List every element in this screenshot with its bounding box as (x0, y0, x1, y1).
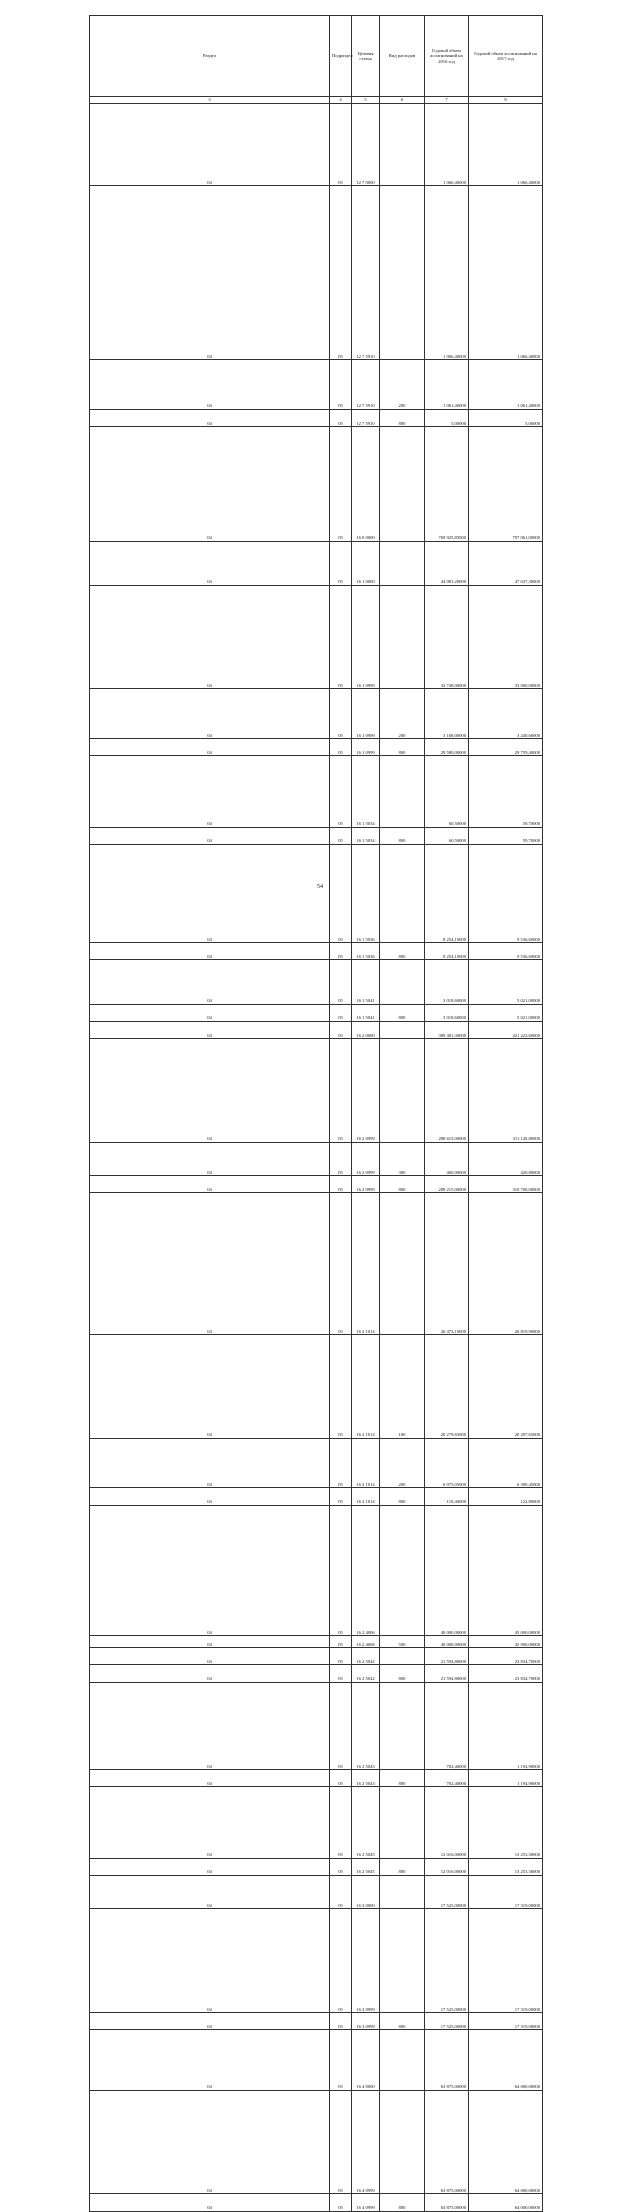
table-body (90, 97, 617, 2212)
row-cel-cell: 16 2 4006 (352, 1636, 380, 1648)
row-vid-cell: 800 (380, 1176, 425, 1193)
row-razdel-cell: 04 (90, 2030, 330, 2090)
row-razdel-cell: 04 (90, 186, 330, 360)
row-2016-cell: 20 279,65000 (425, 1335, 469, 1439)
row-2017-cell: 47 637,30000 (469, 541, 543, 585)
row-vid-cell: 800 (380, 827, 425, 844)
row-razdel-cell: 04 (90, 2090, 330, 2194)
row-cel-cell: 16 1 0999 (352, 585, 380, 689)
row-razdel-cell: 04 (90, 844, 330, 942)
row-vid-cell: 300 (380, 1142, 425, 1175)
row-podrazdel-cell: 05 (330, 739, 352, 756)
table-row (90, 1488, 617, 1505)
row-2016-cell: 44 081,20000 (425, 541, 469, 585)
table-row (90, 1335, 617, 1439)
row-2017-cell: 6 390,45000 (469, 1438, 543, 1488)
table-row (90, 1039, 617, 1143)
row-2017-cell: 1 066,40000 (469, 186, 543, 360)
row-razdel-cell: 04 (90, 1858, 330, 1875)
row-2017-cell: 23 834,70000 (469, 1665, 543, 1682)
row-2017-cell: 9 536,60000 (469, 844, 543, 942)
row-2016-cell: 389 401,30000 (425, 1021, 469, 1038)
row-2016-cell: 400,00000 (425, 1142, 469, 1175)
row-cel-cell: 16 2 5043 (352, 1770, 380, 1787)
row-razdel-cell: 04 (90, 585, 330, 689)
row-cel-cell: 16 1 5041 (352, 960, 380, 1004)
row-razdel-cell: 04 (90, 409, 330, 426)
row-razdel-cell: 04 (90, 2012, 330, 2029)
row-vid-cell: 800 (380, 1488, 425, 1505)
row-vid-cell: 800 (380, 1770, 425, 1787)
row-cel-cell: 16 2 4006 (352, 1505, 380, 1636)
row-2017-cell: 17 319,00000 (469, 1875, 543, 1908)
row-cel-cell: 16 2 0000 (352, 1021, 380, 1038)
row-podrazdel-cell: 05 (330, 2012, 352, 2029)
row-podrazdel-cell: 05 (330, 844, 352, 942)
row-razdel-cell: 04 (90, 104, 330, 186)
page-number: 54 (317, 884, 323, 890)
row-2016-cell: 60,50000 (425, 827, 469, 844)
header-2016: Годовой объем ассигнований на 2016 год (425, 16, 469, 97)
row-cel-cell: 16 4 0999 (352, 2194, 380, 2211)
row-razdel-cell: 04 (90, 960, 330, 1004)
index-cell: 7 (425, 97, 469, 104)
row-razdel-cell: 04 (90, 1665, 330, 1682)
row-2016-cell: 1 061,40000 (425, 360, 469, 410)
row-podrazdel-cell: 05 (330, 2090, 352, 2194)
row-vid-cell (380, 1875, 425, 1908)
row-vid-cell (380, 2090, 425, 2194)
row-podrazdel-cell: 05 (330, 1193, 352, 1335)
row-cel-cell: 16 1 5034 (352, 827, 380, 844)
row-2017-cell: 1 061,40000 (469, 360, 543, 410)
row-vid-cell (380, 1193, 425, 1335)
row-2016-cell: 26 473,10000 (425, 1193, 469, 1335)
table-row (90, 1665, 617, 1682)
row-cel-cell: 16 4 0999 (352, 2090, 380, 2194)
row-razdel-cell: 04 (90, 739, 330, 756)
row-razdel-cell: 04 (90, 1875, 330, 1908)
row-vid-cell (380, 541, 425, 585)
row-2017-cell: 797 061,00000 (469, 426, 543, 541)
row-2016-cell: 29 580,00000 (425, 739, 469, 756)
table-row (90, 1505, 617, 1636)
row-2016-cell: 60,50000 (425, 756, 469, 827)
row-vid-cell: 800 (380, 2194, 425, 2211)
row-podrazdel-cell: 05 (330, 1505, 352, 1636)
row-podrazdel-cell: 05 (330, 2030, 352, 2090)
row-2016-cell: 17 525,00000 (425, 1875, 469, 1908)
row-razdel-cell: 04 (90, 943, 330, 960)
row-podrazdel-cell: 05 (330, 1665, 352, 1682)
row-razdel-cell: 04 (90, 1488, 330, 1505)
header-vid: Вид расходов (380, 16, 425, 97)
row-vid-cell: 800 (380, 1004, 425, 1021)
row-podrazdel-cell: 05 (330, 689, 352, 739)
header-cel: Целевая статья (352, 16, 380, 97)
row-2017-cell: 23 834,70000 (469, 1648, 543, 1665)
row-cel-cell: 16 2 5045 (352, 1858, 380, 1875)
table-row (90, 1004, 617, 1021)
row-vid-cell: 800 (380, 409, 425, 426)
row-2017-cell: 13 253,30000 (469, 1787, 543, 1858)
row-2016-cell: 17 525,00000 (425, 2012, 469, 2029)
row-2016-cell: 21 594,80000 (425, 1665, 469, 1682)
row-2017-cell: 29 759,40000 (469, 739, 543, 756)
table-row (90, 756, 617, 827)
table-row (90, 104, 617, 186)
table-row (90, 2090, 617, 2194)
row-vid-cell: 800 (380, 1858, 425, 1875)
row-cel-cell: 12 7 0000 (352, 104, 380, 186)
row-razdel-cell: 04 (90, 1438, 330, 1488)
table-row (90, 186, 617, 360)
row-cel-cell: 16 2 0999 (352, 1176, 380, 1193)
row-vid-cell (380, 1505, 425, 1636)
table-row (90, 426, 617, 541)
row-vid-cell (380, 426, 425, 541)
row-podrazdel-cell: 05 (330, 186, 352, 360)
row-razdel-cell: 04 (90, 1021, 330, 1038)
row-cel-cell: 16 2 5045 (352, 1787, 380, 1858)
table-row (90, 585, 617, 689)
row-cel-cell: 16 2 5042 (352, 1665, 380, 1682)
index-cell: 6 (380, 97, 425, 104)
row-podrazdel-cell: 05 (330, 1335, 352, 1439)
table-row (90, 1193, 617, 1335)
row-2017-cell: 5,00000 (469, 409, 543, 426)
table-row (90, 1142, 617, 1175)
row-podrazdel-cell: 05 (330, 104, 352, 186)
table-row (90, 2012, 617, 2029)
row-2017-cell: 17 319,00000 (469, 1909, 543, 2013)
table-row (90, 960, 617, 1004)
row-podrazdel-cell: 05 (330, 585, 352, 689)
row-razdel-cell: 04 (90, 689, 330, 739)
row-razdel-cell: 04 (90, 1142, 330, 1175)
row-vid-cell: 200 (380, 360, 425, 410)
row-2016-cell: 32 748,00000 (425, 585, 469, 689)
table-row (90, 827, 617, 844)
row-vid-cell (380, 1787, 425, 1858)
row-2017-cell: 122,80000 (469, 1488, 543, 1505)
row-2017-cell: 5 021,00000 (469, 1004, 543, 1021)
row-2017-cell: 64 000,00000 (469, 2030, 543, 2090)
table-row (90, 2030, 617, 2090)
row-2017-cell: 45 000,00000 (469, 1505, 543, 1636)
row-razdel-cell: 04 (90, 1335, 330, 1439)
row-podrazdel-cell: 05 (330, 1004, 352, 1021)
table-row (90, 1176, 617, 1193)
row-2017-cell: 33 000,00000 (469, 585, 543, 689)
table-row (90, 1770, 617, 1787)
header-podrazdel: Подраздел (330, 16, 352, 97)
row-podrazdel-cell: 05 (330, 1648, 352, 1665)
table-row (90, 2194, 617, 2211)
row-cel-cell: 16 2 0999 (352, 1039, 380, 1143)
row-podrazdel-cell: 05 (330, 827, 352, 844)
table-row (90, 1636, 617, 1648)
row-2016-cell: 12 016,00000 (425, 1787, 469, 1858)
table-row (90, 844, 617, 942)
row-razdel-cell: 04 (90, 1176, 330, 1193)
row-cel-cell: 16 3 0000 (352, 1875, 380, 1908)
row-cel-cell: 16 0 0000 (352, 426, 380, 541)
row-2017-cell: 20 297,65000 (469, 1335, 543, 1439)
row-cel-cell: 16 2 1014 (352, 1438, 380, 1488)
row-cel-cell: 12 7 5910 (352, 409, 380, 426)
index-cell: 8 (469, 97, 543, 104)
row-razdel-cell: 04 (90, 541, 330, 585)
table-row (90, 1438, 617, 1488)
row-vid-cell (380, 1648, 425, 1665)
budget-table (89, 15, 617, 2212)
row-podrazdel-cell: 05 (330, 409, 352, 426)
row-vid-cell (380, 844, 425, 942)
index-row (90, 97, 617, 104)
row-cel-cell: 12 7 5910 (352, 360, 380, 410)
table-row (90, 1021, 617, 1038)
row-2016-cell: 40 000,00000 (425, 1505, 469, 1636)
row-podrazdel-cell: 05 (330, 360, 352, 410)
row-2016-cell: 63 875,00000 (425, 2090, 469, 2194)
row-cel-cell: 16 2 1014 (352, 1193, 380, 1335)
table-row (90, 360, 617, 410)
row-podrazdel-cell: 05 (330, 1176, 352, 1193)
header-2017: Годовой объем ассигнований на 2017 год (469, 16, 543, 97)
row-cel-cell: 16 1 5041 (352, 1004, 380, 1021)
row-vid-cell: 200 (380, 1438, 425, 1488)
row-cel-cell: 16 1 0999 (352, 689, 380, 739)
row-razdel-cell: 04 (90, 1039, 330, 1143)
row-podrazdel-cell: 05 (330, 1682, 352, 1770)
row-cel-cell: 16 1 5036 (352, 844, 380, 942)
row-cel-cell: 16 3 0999 (352, 2012, 380, 2029)
row-2016-cell: 63 875,00000 (425, 2194, 469, 2211)
row-vid-cell (380, 960, 425, 1004)
row-razdel-cell: 04 (90, 827, 330, 844)
row-2017-cell: 310 700,00000 (469, 1176, 543, 1193)
row-podrazdel-cell: 05 (330, 2194, 352, 2211)
table-row (90, 1787, 617, 1858)
row-razdel-cell: 04 (90, 1648, 330, 1665)
row-2016-cell: 3 168,00000 (425, 689, 469, 739)
row-2016-cell: 63 875,00000 (425, 2030, 469, 2090)
table-row (90, 1648, 617, 1665)
table-row (90, 541, 617, 585)
row-2017-cell: 26 819,90000 (469, 1193, 543, 1335)
row-razdel-cell: 04 (90, 2194, 330, 2211)
row-razdel-cell: 04 (90, 1636, 330, 1648)
row-2017-cell: 1 194,90000 (469, 1770, 543, 1787)
table-row (90, 739, 617, 756)
row-2016-cell: 17 525,00000 (425, 1909, 469, 2013)
row-razdel-cell: 04 (90, 1193, 330, 1335)
table-row (90, 1858, 617, 1875)
row-podrazdel-cell: 05 (330, 541, 352, 585)
row-2017-cell: 59,70000 (469, 756, 543, 827)
row-vid-cell (380, 2030, 425, 2090)
row-2017-cell: 1 194,90000 (469, 1682, 543, 1770)
row-vid-cell: 800 (380, 2012, 425, 2029)
row-podrazdel-cell: 05 (330, 1488, 352, 1505)
row-2016-cell: 3 018,60000 (425, 1004, 469, 1021)
row-razdel-cell: 04 (90, 1787, 330, 1858)
row-2016-cell: 702,40000 (425, 1770, 469, 1787)
row-podrazdel-cell: 05 (330, 943, 352, 960)
row-2017-cell: 5 021,00000 (469, 960, 543, 1004)
row-podrazdel-cell: 05 (330, 1636, 352, 1648)
row-podrazdel-cell: 05 (330, 1770, 352, 1787)
row-2017-cell: 64 000,00000 (469, 2194, 543, 2211)
row-2016-cell: 8 254,10000 (425, 943, 469, 960)
row-2017-cell: 311 120,80000 (469, 1039, 543, 1143)
row-cel-cell: 16 4 0000 (352, 2030, 380, 2090)
row-razdel-cell: 04 (90, 1505, 330, 1636)
row-2016-cell: 12 016,00000 (425, 1858, 469, 1875)
row-2016-cell: 769 925,85000 (425, 426, 469, 541)
table-row (90, 1682, 617, 1770)
table-row (90, 1909, 617, 2013)
row-razdel-cell: 04 (90, 426, 330, 541)
row-vid-cell (380, 104, 425, 186)
row-cel-cell: 12 7 5910 (352, 186, 380, 360)
row-2017-cell: 1 066,40000 (469, 104, 543, 186)
row-vid-cell: 800 (380, 943, 425, 960)
row-podrazdel-cell: 05 (330, 960, 352, 1004)
table-row (90, 1875, 617, 1908)
row-podrazdel-cell: 05 (330, 1875, 352, 1908)
row-cel-cell: 16 1 5036 (352, 943, 380, 960)
row-razdel-cell: 04 (90, 1770, 330, 1787)
row-podrazdel-cell: 05 (330, 756, 352, 827)
row-cel-cell: 16 1 5034 (352, 756, 380, 827)
row-2017-cell: 13 253,30000 (469, 1858, 543, 1875)
row-podrazdel-cell: 05 (330, 1787, 352, 1858)
row-vid-cell: 800 (380, 1665, 425, 1682)
row-vid-cell (380, 1682, 425, 1770)
row-razdel-cell: 04 (90, 1004, 330, 1021)
row-2017-cell: 59,70000 (469, 827, 543, 844)
row-2016-cell: 3 018,60000 (425, 960, 469, 1004)
row-2016-cell: 21 594,80000 (425, 1648, 469, 1665)
row-vid-cell (380, 585, 425, 689)
row-cel-cell: 16 1 0000 (352, 541, 380, 585)
row-cel-cell: 16 1 0999 (352, 739, 380, 756)
row-2016-cell: 1 066,40000 (425, 186, 469, 360)
row-podrazdel-cell: 05 (330, 1858, 352, 1875)
row-vid-cell (380, 1039, 425, 1143)
row-2017-cell: 9 536,60000 (469, 943, 543, 960)
row-2016-cell: 118,40000 (425, 1488, 469, 1505)
row-razdel-cell: 04 (90, 1909, 330, 2013)
row-podrazdel-cell: 05 (330, 1021, 352, 1038)
row-podrazdel-cell: 05 (330, 1909, 352, 2013)
row-2016-cell: 40 000,00000 (425, 1636, 469, 1648)
row-2017-cell: 3 240,60000 (469, 689, 543, 739)
row-2017-cell: 420,80000 (469, 1142, 543, 1175)
index-cell: 4 (330, 97, 352, 104)
row-cel-cell: 16 2 1014 (352, 1335, 380, 1439)
row-2016-cell: 288 215,00000 (425, 1176, 469, 1193)
row-cel-cell: 16 2 0999 (352, 1142, 380, 1175)
row-2016-cell: 6 075,05000 (425, 1438, 469, 1488)
index-cell: 3 (90, 97, 330, 104)
row-vid-cell: 500 (380, 1636, 425, 1648)
row-2016-cell: 5,00000 (425, 409, 469, 426)
row-cel-cell: 16 2 5043 (352, 1682, 380, 1770)
row-podrazdel-cell: 05 (330, 1438, 352, 1488)
table-row (90, 689, 617, 739)
row-podrazdel-cell: 05 (330, 1142, 352, 1175)
row-cel-cell: 16 3 0999 (352, 1909, 380, 2013)
row-2016-cell: 8 254,10000 (425, 844, 469, 942)
row-razdel-cell: 04 (90, 756, 330, 827)
row-razdel-cell: 04 (90, 1682, 330, 1770)
row-vid-cell: 800 (380, 739, 425, 756)
row-cel-cell: 16 2 1014 (352, 1488, 380, 1505)
table-header-row (90, 16, 617, 97)
row-cel-cell: 16 2 5042 (352, 1648, 380, 1665)
row-2016-cell: 702,40000 (425, 1682, 469, 1770)
index-cell: 5 (352, 97, 380, 104)
header-razdel: Раздел (90, 16, 330, 97)
row-podrazdel-cell: 05 (330, 426, 352, 541)
row-2016-cell: 288 615,00000 (425, 1039, 469, 1143)
table-row (90, 409, 617, 426)
row-2017-cell: 45 000,00000 (469, 1636, 543, 1648)
row-razdel-cell: 04 (90, 360, 330, 410)
row-2016-cell: 1 066,40000 (425, 104, 469, 186)
row-vid-cell (380, 1021, 425, 1038)
row-2017-cell: 64 000,00000 (469, 2090, 543, 2194)
row-vid-cell (380, 186, 425, 360)
row-2017-cell: 421 223,60000 (469, 1021, 543, 1038)
row-vid-cell (380, 1909, 425, 2013)
row-vid-cell: 200 (380, 689, 425, 739)
row-podrazdel-cell: 05 (330, 1039, 352, 1143)
row-2017-cell: 17 319,00000 (469, 2012, 543, 2029)
row-vid-cell (380, 756, 425, 827)
table-row (90, 943, 617, 960)
row-vid-cell: 100 (380, 1335, 425, 1439)
